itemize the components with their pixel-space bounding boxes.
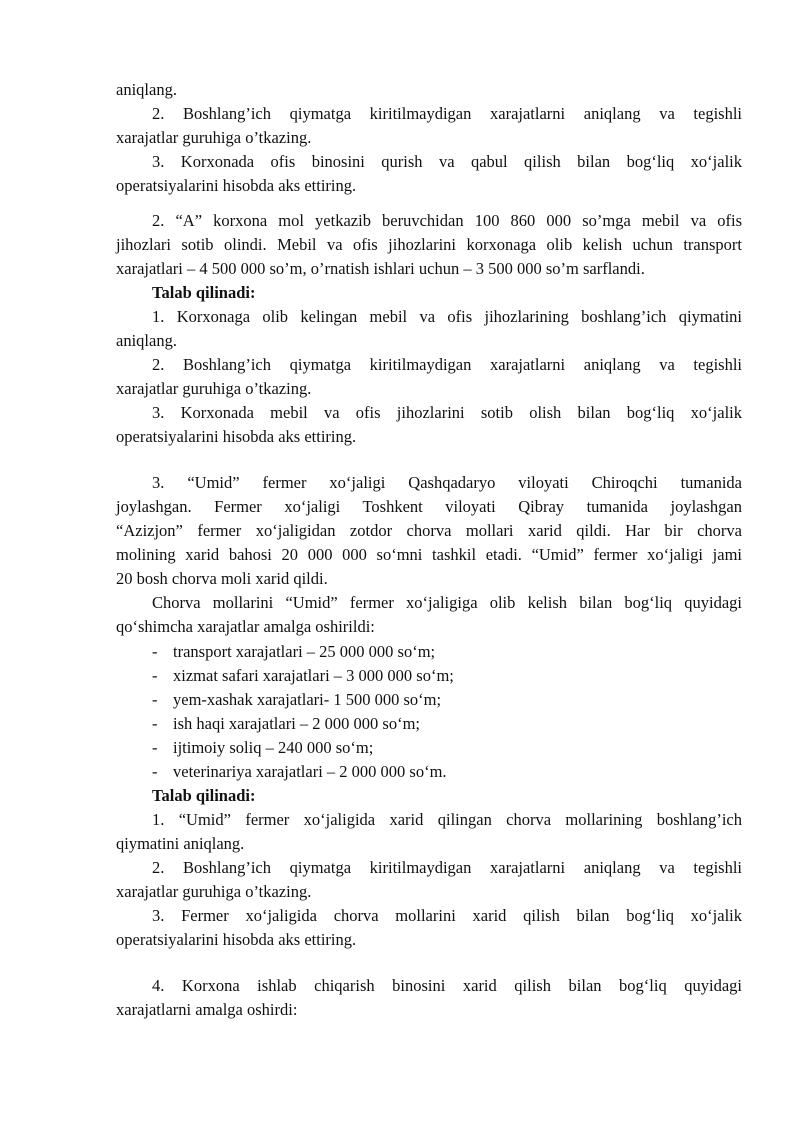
text-line: aniqlang. [116, 80, 177, 99]
requirements-heading: Talab qilinadi: [152, 283, 256, 302]
text-line: 3. Fermer xo‘jaligida chorva mollarini xarid qilish bilan bog‘liq xo‘jalik [152, 906, 742, 925]
bullet-marker: - [152, 762, 158, 781]
task-2-paragraph: 2. “A” korxona mol yetkazib beruvchidan 100 860 000 so’mga mebil va ofis [152, 211, 742, 230]
list-item: ish haqi xarajatlari – 2 000 000 so‘m; [173, 714, 420, 733]
bullet-marker: - [152, 714, 158, 733]
text-line: xarajatlar guruhiga o’tkazing. [116, 128, 312, 147]
list-item: ijtimoiy soliq – 240 000 so‘m; [173, 738, 374, 757]
text-line: molining xarid bahosi 20 000 000 so‘mni tashkil etadi. “Umid” fermer xo‘jaligi jami [116, 545, 742, 564]
text-line: 3. Korxonada mebil va ofis jihozlarini sotib olish bilan bog‘liq xo‘jalik [152, 403, 742, 422]
text-line: 2. Boshlang’ich qiymatga kiritilmaydigan xarajatlarni aniqlang va tegishli [152, 104, 742, 123]
text-line: 2. Boshlang’ich qiymatga kiritilmaydigan xarajatlarni aniqlang va tegishli [152, 858, 742, 877]
text-line: operatsiyalarini hisobda aks ettiring. [116, 930, 357, 949]
text-line: joylashgan. Fermer xo‘jaligi Toshkent viloyati Qibray tumanida joylashgan [116, 497, 742, 516]
bullet-marker: - [152, 690, 158, 709]
text-line: Chorva mollarini “Umid” fermer xo‘jaligiga olib kelish bilan bog‘liq quyidagi [152, 593, 742, 612]
list-item: veterinariya xarajatlari – 2 000 000 so‘m. [173, 762, 447, 781]
text-line: xarajatlar guruhiga o’tkazing. [116, 882, 312, 901]
text-line: xarajatlar guruhiga o’tkazing. [116, 379, 312, 398]
text-line: 2. Boshlang’ich qiymatga kiritilmaydigan xarajatlarni aniqlang va tegishli [152, 355, 742, 374]
text-line: xarajatlari – 4 500 000 so’m, o’rnatish ishlari uchun – 3 500 000 so’m sarflandi. [116, 259, 645, 278]
list-item: xizmat safari xarajatlari – 3 000 000 so‘m; [173, 666, 454, 685]
text-line: qiymatini aniqlang. [116, 834, 245, 853]
list-item: yem-xashak xarajatlari- 1 500 000 so‘m; [173, 690, 442, 709]
task-3-paragraph: 3. “Umid” fermer xo‘jaligi Qashqadaryo viloyati Chiroqchi tumanida [152, 473, 742, 492]
text-line: qo‘shimcha xarajatlar amalga oshirildi: [116, 617, 375, 636]
task-4-paragraph: 4. Korxona ishlab chiqarish binosini xarid qilish bilan bog‘liq quyidagi [152, 976, 742, 995]
text-line: “Azizjon” fermer xo‘jaligidan zotdor chorva mollari xarid qildi. Har bir chorva [116, 521, 742, 540]
text-line: operatsiyalarini hisobda aks ettiring. [116, 176, 357, 195]
requirements-heading: Talab qilinadi: [152, 786, 256, 805]
bullet-marker: - [152, 642, 158, 661]
text-line: aniqlang. [116, 331, 177, 350]
text-line: 3. Korxonada ofis binosini qurish va qabul qilish bilan bog‘liq xo‘jalik [152, 152, 742, 171]
text-line: jihozlari sotib olindi. Mebil va ofis jihozlarini korxonaga olib kelish uchun transport [116, 235, 742, 254]
text-line: 1. “Umid” fermer xo‘jaligida xarid qilingan chorva mollarining boshlang’ich [152, 810, 742, 829]
bullet-marker: - [152, 666, 158, 685]
text-line: operatsiyalarini hisobda aks ettiring. [116, 427, 357, 446]
text-line: 1. Korxonaga olib kelingan mebil va ofis jihozlarining boshlang’ich qiymatini [152, 307, 742, 326]
bullet-marker: - [152, 738, 158, 757]
text-line: xarajatlarni amalga oshirdi: [116, 1000, 298, 1019]
text-line: 20 bosh chorva moli xarid qildi. [116, 569, 328, 588]
list-item: transport xarajatlari – 25 000 000 so‘m; [173, 642, 436, 661]
